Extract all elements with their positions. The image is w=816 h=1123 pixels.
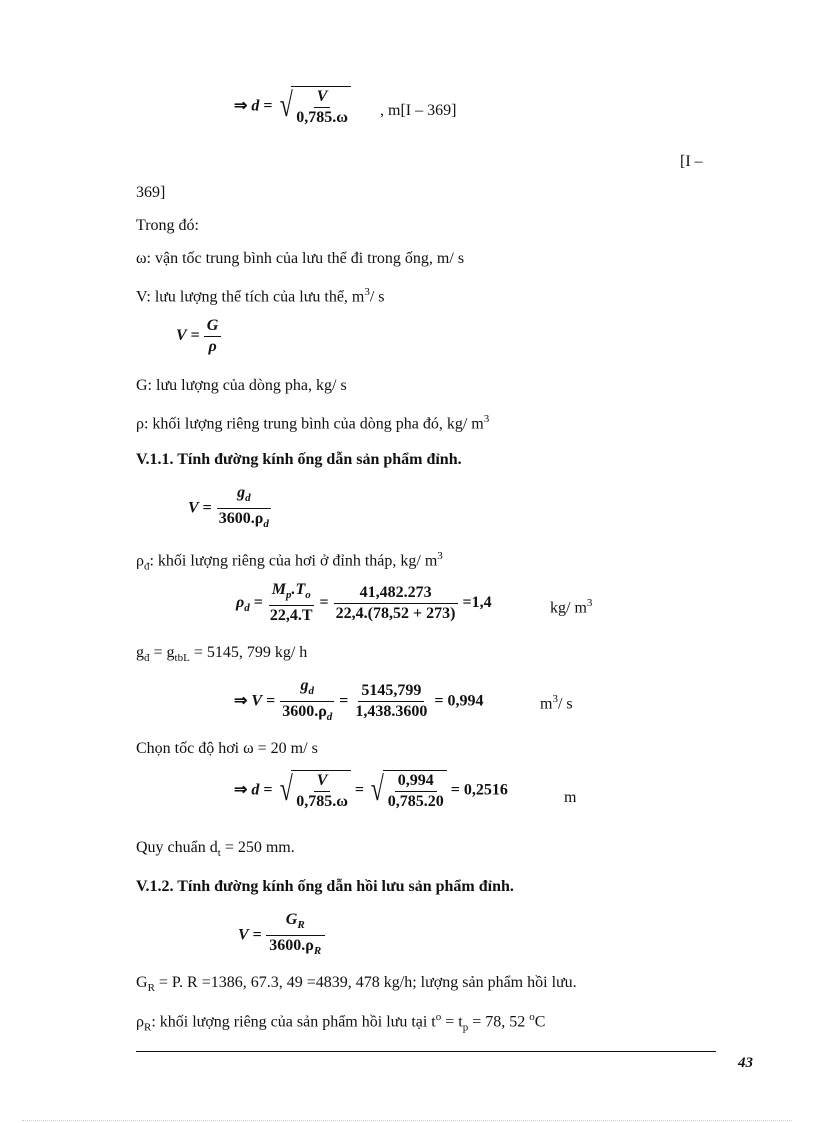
paragraph-omega-def: ω: vận tốc trung bình của lưu thể đi trong ống, m/ s (136, 250, 465, 267)
paragraph-g-def: G: lưu lượng của dòng pha, kg/ s (136, 377, 347, 394)
equation-v-g-rho: V = $\frac{G}{\rho}$ (176, 316, 221, 357)
equation-d-unit: m (564, 789, 577, 806)
equation-v-result: ⇒ V = $\frac{g_d}{3600.\rho_d}$ = $\frac{5145,799}{1,438.3600}$ = 0,994 (234, 677, 484, 724)
reference-bracket: [I – (680, 153, 703, 170)
equation-d-result: ⇒ d = √ $\frac{V}{0,785.\omega}$ = √ $\frac{0,994}{0,785.20}$ = 0,2516 (234, 771, 508, 810)
sqrt-symbol: √ $\frac{V}{0,785.\omega}$ (277, 86, 351, 128)
equation-rho-d: $\rho_d$ = $\frac{M_p.T_o}{22,4.T}$ = $\frac{41,482.273}{22,4.(78,52 + 273)}$ =1,4 (236, 581, 492, 625)
paragraph-rhor: $\rho_R$: khối lượng riêng của sản phẩm hồi lưu tại $t^o = t_p = 78$, 52 $^o$C (136, 1011, 546, 1034)
equation-unit-ref: , m[I – 369] (380, 102, 457, 119)
paragraph-v-def: V: lưu lượng thể tích của lưu thể, $m^3/$ s (136, 286, 385, 306)
equation-rho-d-unit: kg/ $m^3$ (550, 597, 593, 617)
paragraph-gd: $g_đ = g_{tbL} = 5145$, 799 kg/ h (136, 644, 308, 665)
paragraph-gr: $G_R = P$. R =1386, 67.3, 49 =4839, 478 kg/h; lượng sản phẩm hồi lưu. (136, 974, 577, 995)
equation-v-unit: $m^3/$ s (540, 693, 573, 713)
section-heading-2: V.1.2. Tính đường kính ống dẫn hồi lưu sản phẩm đỉnh. (136, 878, 514, 895)
footer-divider (136, 1051, 716, 1052)
page-bottom-edge (22, 1120, 792, 1121)
implies-symbol: ⇒ (234, 97, 248, 115)
equation-v-gr: V = $\frac{G_R}{3600.\rho_R}$ (238, 910, 325, 961)
equation-v-gd: V = $\frac{g_d}{3600.\rho_d}$ (188, 484, 269, 531)
page-number: 43 (738, 1055, 753, 1071)
reference-continuation: 369] (136, 184, 166, 201)
paragraph-rho-def: ρ: khối lượng riêng trung bình của dòng pha đó, kg/ $m^3$ (136, 413, 490, 433)
section-heading-1: V.1.1. Tính đường kính ống dẫn sản phẩm đỉnh. (136, 451, 462, 468)
equation-d-formula: ⇒ d = √ $\frac{V}{0,785.\omega}$ (234, 86, 351, 128)
paragraph-chon: Chọn tốc độ hơi ω = 20 m/ s (136, 740, 318, 757)
paragraph-trong-do: Trong đó: (136, 217, 199, 234)
paragraph-quy-chuan: Quy chuẩn $d_t = 250$ mm. (136, 839, 295, 860)
paragraph-rhod-def: $\rho_đ$: khối lượng riêng của hơi ở đỉnh tháp, kg/ $m^3$ (136, 550, 443, 573)
